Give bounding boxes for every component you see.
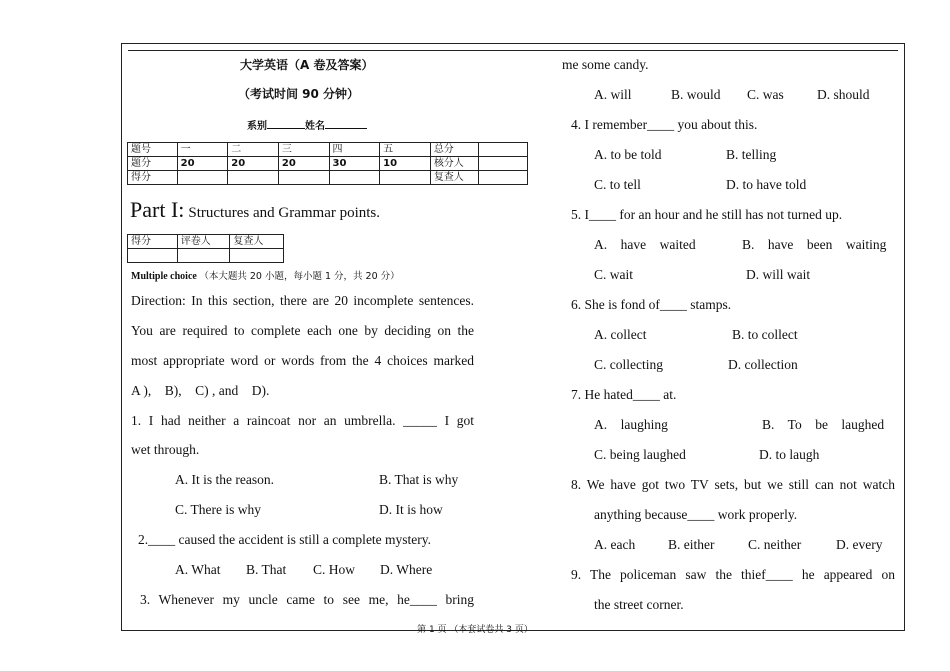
q6-option-c: C. collecting xyxy=(594,357,663,372)
question-1-cont: wet through. xyxy=(131,442,200,457)
cell xyxy=(479,171,528,185)
cell: 四 xyxy=(329,143,380,157)
cell xyxy=(329,171,380,185)
question-8: 8. We have got two TV sets, but we still can not watch xyxy=(571,477,895,492)
question-3-cont: me some candy. xyxy=(562,57,649,72)
q1-option-b: B. That is why xyxy=(379,472,459,487)
q1-option-d: D. It is how xyxy=(379,502,443,517)
part-number: Part I: xyxy=(130,197,185,222)
q2-option-c: C. How xyxy=(313,562,356,577)
q4-option-d: D. to have told xyxy=(726,177,807,192)
q3-option-b: B. would xyxy=(671,87,721,102)
exam-time: （考试时间 90 分钟） xyxy=(238,87,360,101)
q2-option-b: B. That xyxy=(246,562,287,577)
q3-option-a: A. will xyxy=(594,87,632,102)
cell: 一 xyxy=(177,143,228,157)
direction-line: most appropriate word or words from the 4 choices marked xyxy=(131,353,474,368)
q3-option-c: C. was xyxy=(747,87,784,102)
mc-note: （本大题共 20 小题，每小题 1 分，共 20 分） xyxy=(199,271,400,282)
question-6: 6. She is fond of____ stamps. xyxy=(571,297,732,312)
q4-option-b: B. telling xyxy=(726,147,777,162)
direction-line: Direction: In this section, there are 20 incomplete sentences. xyxy=(131,293,474,308)
q5-option-a: A. have waited xyxy=(594,237,696,252)
question-9-cont: the street corner. xyxy=(594,597,684,612)
name-label: 姓名 xyxy=(305,121,325,132)
cell: 10 xyxy=(380,157,431,171)
q8-option-b: B. either xyxy=(668,537,715,552)
question-1: 1. I had neither a raincoat nor an umbrella. _____ I got xyxy=(131,413,474,428)
score-row-points xyxy=(128,157,528,171)
cell: 评卷人 xyxy=(177,235,230,249)
cell xyxy=(380,171,431,185)
exam-title: 大学英语（A 卷及答案） xyxy=(240,58,374,72)
q8-option-a: A. each xyxy=(594,537,636,552)
question-9: 9. The policeman saw the thief____ he appeared on xyxy=(571,567,895,582)
q2-option-a: A. What xyxy=(175,562,221,577)
cell: 20 xyxy=(228,157,279,171)
grader-blank-row xyxy=(128,249,284,263)
q6-option-a: A. collect xyxy=(594,327,647,342)
cell: 总分 xyxy=(430,143,479,157)
q4-option-a: A. to be told xyxy=(594,147,662,162)
question-7: 7. He hated____ at. xyxy=(571,387,677,402)
mc-heading xyxy=(131,269,400,285)
question-5: 5. I____ for an hour and he still has not turned up. xyxy=(571,207,843,222)
cell: 复查人 xyxy=(230,235,284,249)
cell: 核分人 xyxy=(430,157,479,171)
cell xyxy=(230,249,284,263)
cell: 20 xyxy=(177,157,228,171)
mc-label: Multiple choice xyxy=(131,271,197,282)
q1-option-a: A. It is the reason. xyxy=(175,472,274,487)
question-8-cont: anything because____ work properly. xyxy=(594,507,798,522)
grader-table xyxy=(127,234,284,263)
part-title: Structures and Grammar points. xyxy=(188,205,381,221)
score-row-earned xyxy=(128,171,528,185)
q2-option-d: D. Where xyxy=(380,562,433,577)
cell: 20 xyxy=(278,157,329,171)
cell: 题分 xyxy=(128,157,178,171)
score-row-number xyxy=(128,143,528,157)
q7-option-a: A. laughing xyxy=(594,417,668,432)
question-3: 3. Whenever my uncle came to see me, he____ bring xyxy=(140,592,474,607)
q5-option-b: B. have been waiting xyxy=(742,237,887,252)
q7-option-b: B. To be laughed xyxy=(762,417,885,432)
question-4: 4. I remember____ you about this. xyxy=(571,117,758,132)
cell xyxy=(278,171,329,185)
cell xyxy=(177,171,228,185)
q7-option-d: D. to laugh xyxy=(759,447,820,462)
cell: 30 xyxy=(329,157,380,171)
direction-line: A ), B), C) , and D). xyxy=(131,383,270,398)
part-heading xyxy=(130,197,380,223)
q1-option-c: C. There is why xyxy=(175,502,261,517)
question-2: 2.____ caused the accident is still a complete mystery. xyxy=(138,532,432,547)
q7-option-c: C. being laughed xyxy=(594,447,686,462)
student-info-line xyxy=(247,119,367,135)
score-table xyxy=(127,142,528,185)
dept-label: 系别 xyxy=(247,121,267,132)
q8-option-c: C. neither xyxy=(748,537,802,552)
page-footer: 第 1 页 （本套试卷共 3 页） xyxy=(417,625,533,635)
q3-option-d: D. should xyxy=(817,87,870,102)
cell: 得分 xyxy=(128,235,178,249)
direction-line: You are required to complete each one by deciding on the xyxy=(131,323,474,338)
q6-option-d: D. collection xyxy=(728,357,798,372)
grader-header-row xyxy=(128,235,284,249)
cell: 题号 xyxy=(128,143,178,157)
cell: 二 xyxy=(228,143,279,157)
cell xyxy=(228,171,279,185)
cell: 复查人 xyxy=(430,171,479,185)
q8-option-d: D. every xyxy=(836,537,883,552)
q5-option-c: C. wait xyxy=(594,267,633,282)
cell xyxy=(479,157,528,171)
dept-blank xyxy=(267,128,305,129)
cell: 得分 xyxy=(128,171,178,185)
q5-option-d: D. will wait xyxy=(746,267,811,282)
header-rule xyxy=(128,50,898,51)
cell: 三 xyxy=(278,143,329,157)
cell xyxy=(177,249,230,263)
cell xyxy=(128,249,178,263)
q6-option-b: B. to collect xyxy=(732,327,798,342)
name-blank xyxy=(325,128,367,129)
cell: 五 xyxy=(380,143,431,157)
cell xyxy=(479,143,528,157)
q4-option-c: C. to tell xyxy=(594,177,641,192)
